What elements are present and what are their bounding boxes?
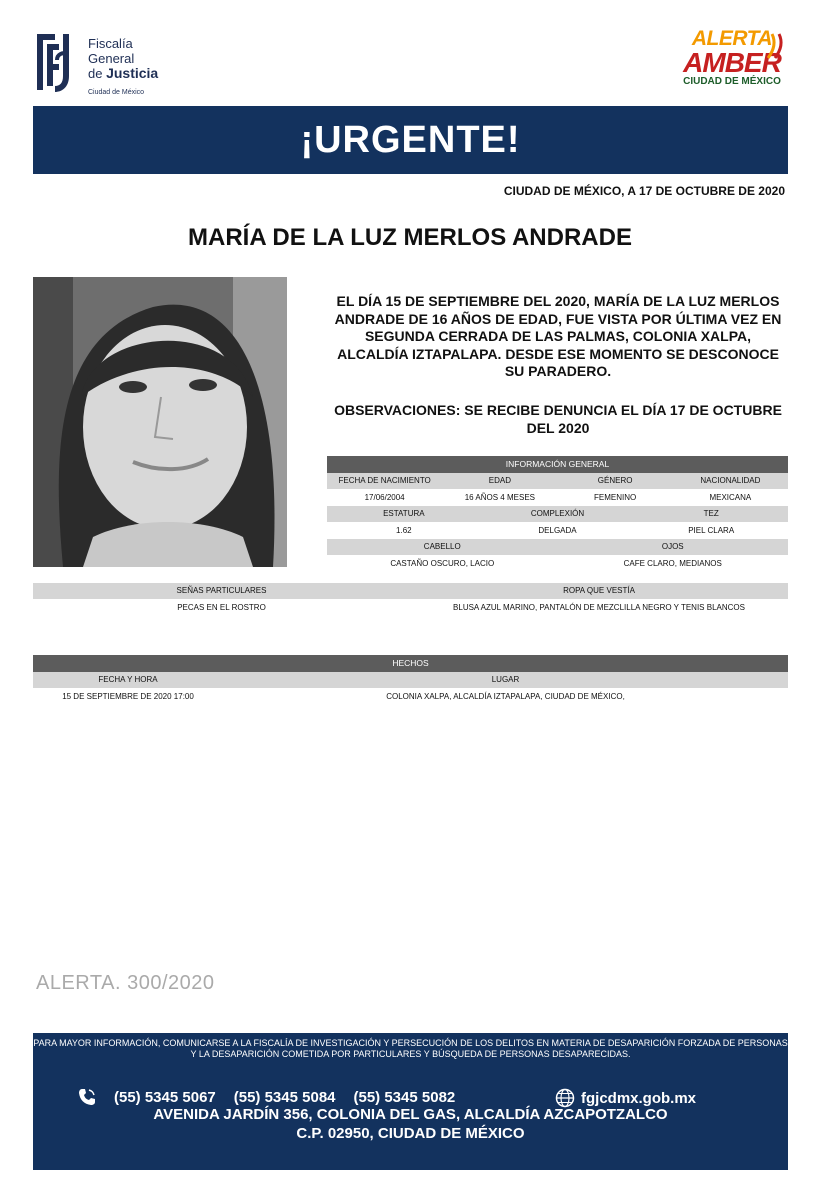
alerta-amber-logo [676,28,788,100]
hechos-table [33,655,788,705]
footer [33,1033,788,1170]
fgj-line3-strong: Justicia [106,65,159,81]
value-height: 1.62 [396,526,412,535]
info-general-table [327,456,788,572]
info-row3-values [327,555,788,572]
fgj-emblem-icon [33,30,79,96]
info-general-title: INFORMACIÓN GENERAL [327,456,788,473]
label-complexion: TEZ [703,509,719,518]
globe-icon [555,1088,575,1108]
features-values [33,599,788,616]
fgj-line4: Ciudad de México [88,89,145,96]
case-description: EL DÍA 15 DE SEPTIEMBRE DEL 2020, MARÍA DE LA LUZ MERLOS ANDRADE DE 16 AÑOS DE EDAD, FUE VISTA POR ÚLTIMA VEZ EN SEGUNDA CERRADA DE LAS PALMAS, COLONIA XALPA, ALCALDÍA IZTAPALAPA. DESDE ESE MOMENTO SE DESCONOCE SU PARADERO. [334,293,782,379]
info-row2-labels [327,506,788,522]
phone-1[interactable]: (55) 5345 5067 [114,1088,216,1106]
date-line: CIUDAD DE MÉXICO, A 17 DE OCTUBRE DE 2020 [503,184,785,198]
fgj-text [88,36,158,100]
person-photo [33,277,287,567]
fgj-logo [33,30,183,102]
phone-icon [78,1088,96,1106]
amber-line2: AMBER [683,47,781,78]
fgj-line1: Fiscalía [88,36,133,51]
value-place: COLONIA XALPA, ALCALDÍA IZTAPALAPA, CIUDAD DE MÉXICO, [386,692,625,701]
features-labels [33,583,788,599]
footer-phones [78,1088,455,1106]
label-eyes: OJOS [661,542,684,551]
footer-website [555,1088,696,1108]
value-build: DELGADA [538,526,577,535]
label-nationality: NACIONALIDAD [700,476,761,485]
alert-code: ALERTA. 300/2020 [36,972,215,994]
info-row2-values [327,522,788,539]
value-gender: FEMENINO [594,493,637,502]
value-hair: CASTAÑO OSCURO, LACIO [390,559,495,568]
hechos-labels [33,672,788,688]
hechos-title: HECHOS [33,655,788,672]
footer-address-line2: C.P. 02950, CIUDAD DE MÉXICO [296,1125,525,1142]
value-clothing: BLUSA AZUL MARINO, PANTALÓN DE MEZCLILLA NEGRO Y TENIS BLANCOS [453,603,745,612]
fgj-line3 [88,66,158,81]
observations: OBSERVACIONES: SE RECIBE DENUNCIA EL DÍA 17 DE OCTUBRE DEL 2020 [334,402,782,436]
amber-line1: ALERTA [691,27,773,50]
label-gender: GÉNERO [597,476,633,485]
value-nationality: MEXICANA [709,493,752,502]
label-hair: CABELLO [423,542,461,551]
footer-address-line1: AVENIDA JARDÍN 356, COLONIA DEL GAS, ALCALDÍA AZCAPOTZALCO [153,1106,668,1123]
info-row1-labels [327,473,788,489]
person-name: MARÍA DE LA LUZ MERLOS ANDRADE [188,224,632,251]
value-features: PECAS EN EL ROSTRO [177,603,266,612]
fgj-line3-pre: de [88,66,107,81]
features-table [33,583,788,616]
urgent-banner: ¡URGENTE! [33,106,788,174]
value-birthdate: 17/06/2004 [364,493,405,502]
phone-3[interactable]: (55) 5345 5082 [353,1088,456,1106]
portrait-image [33,277,287,567]
website-link[interactable]: fgjcdmx.gob.mx [581,1089,697,1107]
info-row3-labels [327,539,788,555]
label-birthdate: FECHA DE NACIMIENTO [338,476,431,485]
label-clothing: ROPA QUE VESTÍA [563,586,635,595]
phone-2[interactable]: (55) 5345 5084 [233,1088,336,1106]
footer-note: PARA MAYOR INFORMACIÓN, COMUNICARSE A LA FISCALÍA DE INVESTIGACIÓN Y PERSECUCIÓN DE LOS DELITOS EN MATERIA DE DESAPARICIÓN FORZADA DE PERSONAS Y LA DESAPARICIÓN COMETIDA POR PARTICULARES Y BÚSQUEDA DE PERSONAS DESAPARECIDAS. [33,1038,788,1059]
label-place: LUGAR [491,675,520,684]
hechos-values [33,688,788,705]
value-eyes: CAFE CLARO, MEDIANOS [623,559,722,568]
amber-line3: CIUDAD DE MÉXICO [683,76,781,87]
label-age: EDAD [488,476,511,485]
label-build: COMPLEXIÓN [530,509,585,518]
value-age: 16 AÑOS 4 MESES [464,493,535,502]
label-height: ESTATURA [383,509,425,518]
label-features: SEÑAS PARTICULARES [176,586,267,595]
value-datetime: 15 DE SEPTIEMBRE DE 2020 17:00 [62,692,194,701]
info-row1-values [327,489,788,506]
label-datetime: FECHA Y HORA [98,675,158,684]
value-complexion: PIEL CLARA [688,526,735,535]
fgj-line2: General [88,51,135,66]
amber-wave-icon [766,32,788,62]
